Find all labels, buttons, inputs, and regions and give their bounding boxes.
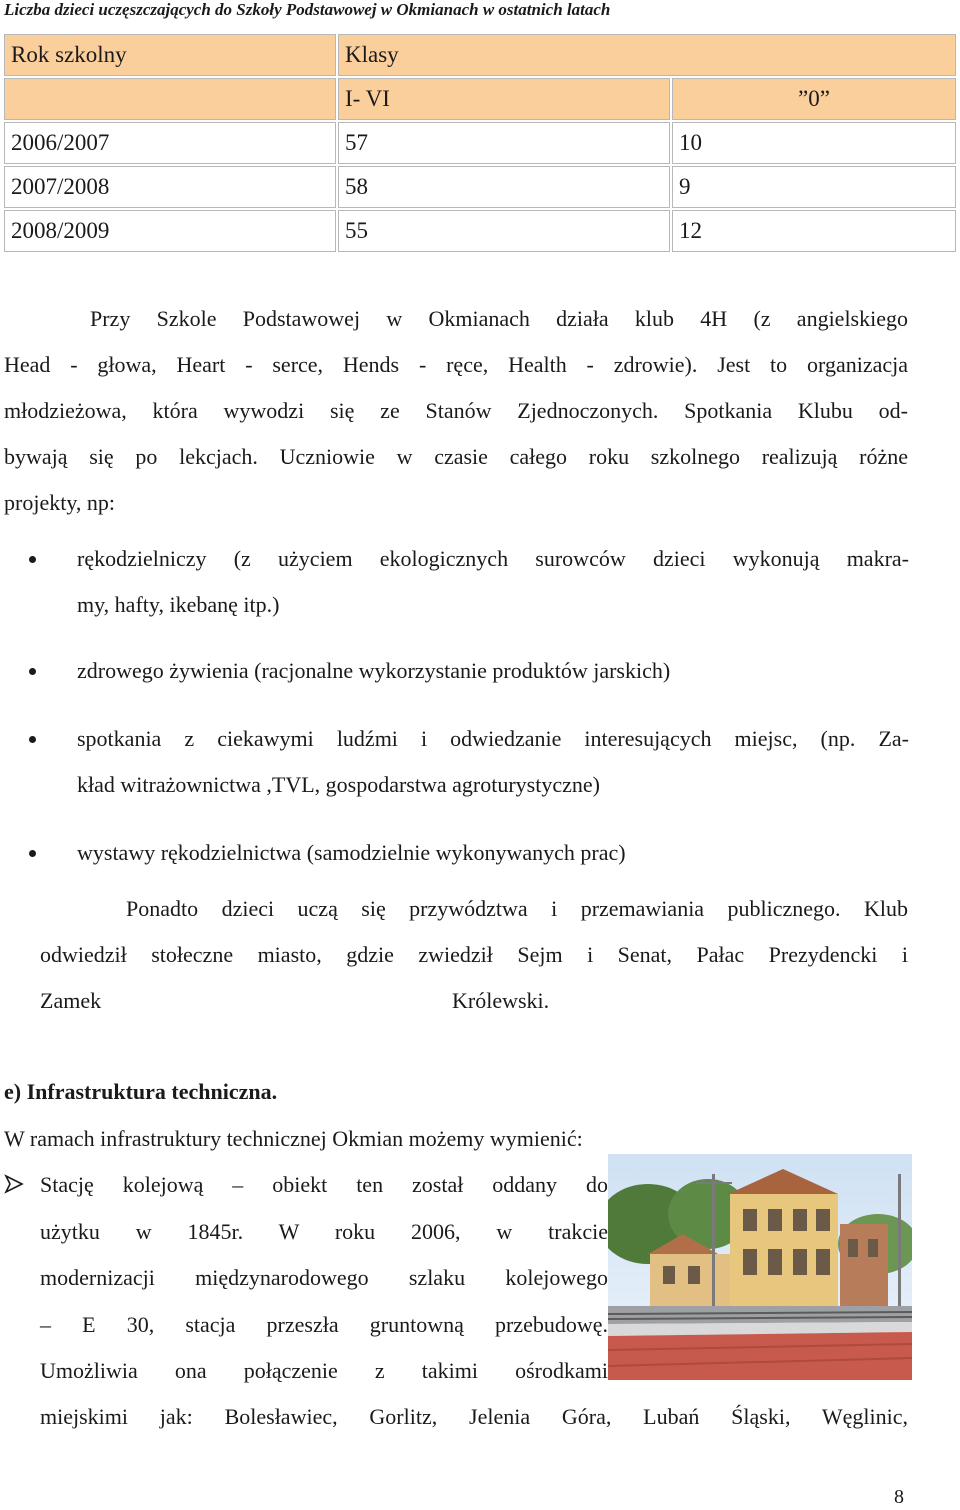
table-row bbox=[4, 122, 956, 164]
section-intro: W ramach infrastruktury technicznej Okmian możemy wymienić: bbox=[4, 1126, 583, 1151]
text-word: Zamek bbox=[40, 988, 102, 1013]
text-line: użytku w 1845r. W roku 2006, w trakcie bbox=[40, 1218, 608, 1244]
text-line: Umożliwia ona połączenie z takimi ośrodkami bbox=[40, 1358, 608, 1384]
bullet-dot-icon bbox=[29, 556, 36, 563]
header-rok-szkolny: Rok szkolny bbox=[4, 34, 336, 76]
text-line: młodzieżowa, która wywodzi się ze Stanów Zjednoczonych. Spotkania Klubu od- bbox=[4, 398, 908, 423]
cell-year: 2006/2007 bbox=[4, 122, 336, 164]
cell-year: 2008/2009 bbox=[4, 210, 336, 252]
text-line: zdrowego żywienia (racjonalne wykorzystanie produktów jarskich) bbox=[77, 658, 671, 683]
list-item bbox=[77, 536, 909, 628]
table-row bbox=[4, 166, 956, 208]
text-line: Ponadto dzieci uczą się przywództwa i przemawiania publicznego. Klub bbox=[126, 896, 908, 921]
text-line: wystawy rękodzielnictwa (samodzielnie wykonywanych prac) bbox=[77, 840, 626, 865]
text-line: modernizacji międzynarodowego szlaku kolejowego bbox=[40, 1265, 608, 1291]
cell-year: 2007/2008 bbox=[4, 166, 336, 208]
text-line: odwiedził stołeczne miasto, gdzie zwiedził Sejm i Senat, Pałac Prezydencki i bbox=[40, 942, 908, 967]
enrollment-table bbox=[2, 32, 958, 254]
cell-zero: 10 bbox=[672, 122, 956, 164]
bullet-dot-icon bbox=[29, 668, 36, 675]
list-item bbox=[77, 716, 909, 808]
cell-zero: 12 bbox=[672, 210, 956, 252]
text-line: rękodzielniczy (z użyciem ekologicznych surowców dzieci wykonują makra- bbox=[77, 546, 909, 571]
subheader-zero: ”0” bbox=[672, 78, 956, 120]
text-line: projekty, np: bbox=[4, 490, 115, 515]
bullet-dot-icon bbox=[29, 850, 36, 857]
list-item bbox=[77, 648, 909, 694]
cell-classes: 58 bbox=[338, 166, 670, 208]
list-item bbox=[77, 830, 909, 876]
text-line: kład witrażownictwa ,TVL, gospodarstwa agroturystyczne) bbox=[77, 772, 600, 797]
page-number: 8 bbox=[894, 1486, 904, 1508]
text-line: bywają się po lekcjach. Uczniowie w czasie całego roku szkolnego realizują różne bbox=[4, 444, 908, 469]
subheader-i-vi: I- VI bbox=[338, 78, 670, 120]
subheader-empty bbox=[4, 78, 336, 120]
text-line: Head - głowa, Heart - serce, Hends - ręce, Health - zdrowie). Jest to organizacja bbox=[4, 352, 908, 377]
cell-zero: 9 bbox=[672, 166, 956, 208]
text-line: Stację kolejową – obiekt ten został oddany do bbox=[40, 1172, 608, 1197]
text-line: spotkania z ciekawymi ludźmi i odwiedzanie interesujących miejsc, (np. Za- bbox=[77, 726, 909, 751]
cell-classes: 57 bbox=[338, 122, 670, 164]
text-line: Przy Szkole Podstawowej w Okmianach działa klub 4H (z angielskiego bbox=[90, 306, 908, 331]
text-line: miejskimi jak: Bolesławiec, Gorlitz, Jelenia Góra, Lubań Śląski, Węglinic, bbox=[40, 1404, 908, 1429]
railway-station-photo bbox=[608, 1154, 912, 1380]
text-line: – E 30, stacja przeszła gruntowną przebudowę. bbox=[40, 1311, 608, 1337]
table-subheader-row bbox=[4, 78, 956, 120]
bullet-dot-icon bbox=[29, 736, 36, 743]
table-caption: Liczba dzieci uczęszczających do Szkoły Podstawowej w Okmianach w ostatnich latach bbox=[4, 0, 611, 19]
header-klasy: Klasy bbox=[338, 34, 956, 76]
railway-station-item bbox=[40, 1162, 608, 1395]
text-line: my, hafty, ikebanę itp.) bbox=[77, 592, 280, 617]
cell-classes: 55 bbox=[338, 210, 670, 252]
table-header-row bbox=[4, 34, 956, 76]
table-row bbox=[4, 210, 956, 252]
arrow-bullet-icon bbox=[4, 1174, 24, 1200]
text-word: Królewski. bbox=[452, 988, 550, 1013]
section-heading: e) Infrastruktura techniczna. bbox=[4, 1079, 278, 1104]
